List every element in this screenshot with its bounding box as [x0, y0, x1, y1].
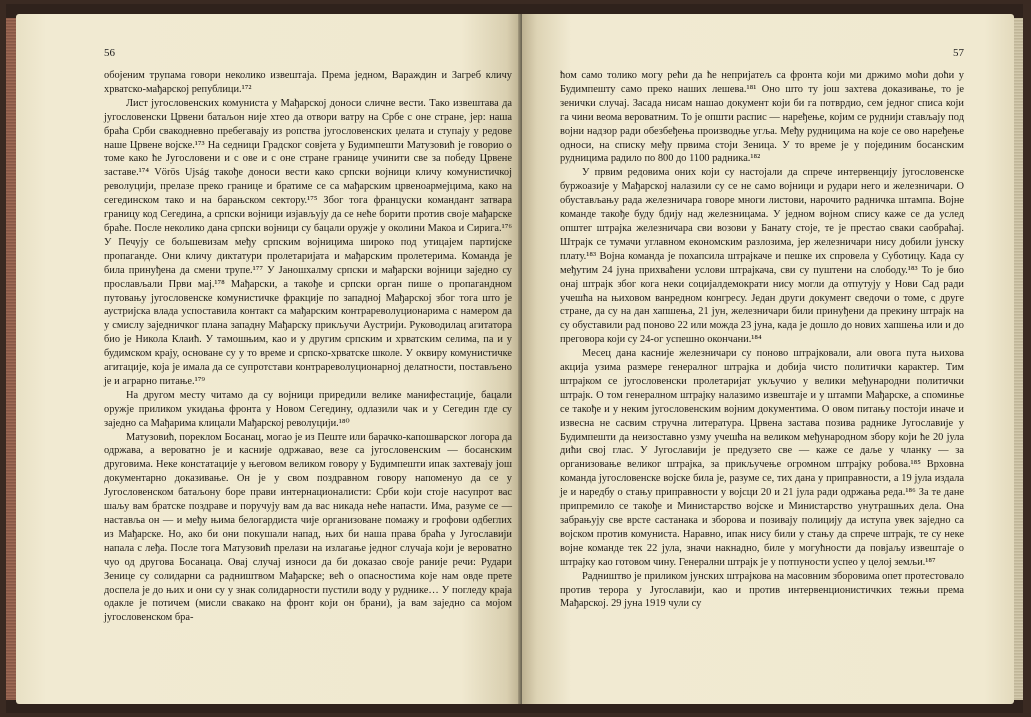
right-page — [522, 14, 1014, 704]
paragraph: На другом месту читамо да су војници приредили велике манифестације, бацали оружје приликом укидања фронта у Новом Сегедину, одлазили чак и у Сегедин где су заједно са Мађарима клицали Мађарској револуцији.¹⁸⁰ — [104, 389, 512, 429]
book-spread — [6, 4, 1023, 713]
paragraph: У првим редовима оних који су настојали да спрече интервенцију југословенске буржоазије у Мађарској налазили су се не само војници и рудари него и железничари. О обустављању рада железничара говоре многи листови, нарочито радничка штампа. Војне команде такође буду бдију над железницама. У једном војном спису каже се да услед општег штрајка железничара сви возови у Банату стоје, те је престао сваки саобраћај. Штрајк се тумачи углавном економским разлозима, јер железничари нису добили јунску плату.¹⁸³ Војна команда је похапсила штрајкаче и пешке их спровела у Суботицу. Када су међутим 24 јуна прихваћени услови штрајкача, сви су пуштени на слободу.¹⁸³ То је био онај штрајк због кога неки социјалдемократи нису могли да отпутују у Нови Сад ради учешћа на њиховом ванредном конгресу. Један други документ сведочи о томе, с друге стране, да су на дан хапшења, 21 јун, железничари били принуђени да прекину штрајк на су обуставили рад поново 22 или можда 23 јуна, када је дошло до нових хапшења или и до преговора који су 24-ог успешно окончани.¹⁸⁴ — [560, 167, 964, 346]
paragraph: Радништво је приликом јунских штрајкова на масовним зборовима опет протестовало против терора у Југославији, као и против интервенционистичких тежњи према Мађарској. 29 јуна 1919 чули су — [560, 570, 964, 610]
left-page — [16, 14, 522, 704]
paragraph: обојеним трупама говори неколико извештаја. Према једном, Вараждин и Загреб кличу хрватско-мађарској републици.¹⁷² — [104, 70, 512, 95]
right-page-text — [560, 69, 964, 611]
paragraph: Месец дана касније железничари су поново штрајковали, али овога пута њихова акција узима размере генералног штрајка и добија чисто политички карактер. Тим штрајком се југословенски пролетаријат укључио у велики међународни политички штрајк. О том генералном штрајку налазимо извештаје и у штампи Мађарске, а споминье се такође и у неким југословенским војним документима. О овом питању постоји иначе и извесна не сасвим стручна литература. Црвена застава позива раднике Југославије у Будимпешти да неизоставно узму учешћа на великом међународном збору који ће 20 јула дићи свој глас. У Југославији је предузето све — каже се даље у чланку — за организовање великог штрајка, за прикључење огромном штрајку робова.¹⁸⁵ Врховна команда југословенске војске била је, разуме се, тих дана у приправности, а 19 јула издала је и наредбу о стању приправности у војсци 20 и 21 јула ради одржања реда.¹⁸⁶ За те дане припремило се такође и Министарство војске и Министарство унутрашњих дела. Она забрањују све врсте састанака и зборова и позивају полицију да иступа увек заједно са војском против комуниста. Наравно, ипак нису били у стању да спрече штрајк, те су неке војне команде тек 22 јула, значи накнадно, биле у могућности да повјаљу извештаје о штрајку као готовом чину. Генерални штрајк је у потпуности успео у целој земљи.¹⁸⁷ — [560, 348, 964, 568]
left-page-text — [104, 69, 512, 625]
left-page-number: 56 — [104, 47, 115, 59]
paragraph: ћом само толико могу рећи да ће непријатељ са фронта који ми држимо моћи доћи у Будимпешту само преко наших лешева.¹⁸¹ Оно што ту још захтева доказивање, то је зенички случај. Засада нисам нашао документ који би га потврдио, сем једног списа који га чини веома вероватним. То је општи распис — наређење, којим се руднији стављају под војни надзор ради обезбеђења производње угља. Међу рудницима на које се ово наређење односи, на списку међу првима стоји Зеница. У то време је у појединим босанским рудницима радило по 800 до 1100 радника.¹⁸² — [560, 70, 964, 165]
paragraph: Матузовић, пореклом Босанац, могао је из Пеште или барачко-капошварског логора да одржава, а вероватно је и касније одржавао, везе са југословенским — босанским друговима. Неке констатације у његовом великом говору у Будимпешти ипак захтевају још документарно доказивање. Он је у свом поздравном говору напоменуо да се у Југословенском батаљону боре прави интернационалисти: Срби који стоје насупрот вас шаљу вам братске поздраве и поручују вам да вас никада неће напасти. Има, разуме се — наставља он — и међу њима белогардиста чије организоване помажу и грофови одбеглих из Мађарске. Но, ако би они покушали напад, њих би наша права браћа у Југославији напала с леђа. После тога Матузовић прелази на излагање једног случаја који је вероватно чуо од другова Босанаца. Овај случај износи да би доказао своје раније речи: Рудари Зенице су солидарни са радништвом Мађарске; већ о опасностима које нам овде прете доспела је до њих и они су у знак солидарности пустили воду у руднике… У погледу краја одакле је потичем (мисли свакако на фронт који он брани), ја вам заједно са мојом југословенском бра- — [104, 431, 512, 624]
left-page-edges — [6, 18, 16, 700]
paragraph: Лист југословенских комуниста у Мађарској доноси сличне вести. Тако извештава да југословенски Црвени батаљон није хтео да отвори ватру на Србе с оне стране, јер: наша браћа Срби свакодневно пребегавају из ропства југословенских џелата и ступају у редове наше Црвене војске.¹⁷³ На седници Градског совјета у Будимпешти Матузовић је говорио о томе како ће Југословени и с ове и с оне стране границе учинити све за победу Црвене заставе.¹⁷⁴ Vörös Ujság такође доноси вести како српски војници кличу комунистичкој револуцији, прелазе преко границе и братиме се са мађарским црвеноармејцима, како на сегединском тако и на барањском сектору.¹⁷⁵ Због тога француски командант затвара границу код Сегедина, а српски војници изјављују да се неће борити против своје мађарске браће. После неколико дана српски војници су бацали оружје у околини Макоа и Сирига.¹⁷⁶ У Печују се бољшевизам међу српским војницима широко под утицајем партијске пропаганде. Они кличу диктатури пролетаријата и мађарским пролетерима. Команда је била принуђена да смени трупе.¹⁷⁷ У Јаношхалму српски и мађарски војници заједно су прослављали Први мај.¹⁷⁸ Мађарски, а такође и српски орган пише о пропагандном путовању југословенске комунистичке фракције по западној Мађарској због тога што је аустријска влада успоставила контакт са мађарским контрареволуционарима с намером да у смислу заједничког плана западну Мађарску прикључи Аустрији. Руководилац агитатора био је Никола Клаић. У тамошњим, као и у другим српским и хрватским селима, па и у будимском крају, основане су у то време и српско-хрватске школе. У оквиру комунистичке агитације, која је имала да се супротстави контрареволуционарној делатности, постављено је и аграрно питање.¹⁷⁹ — [104, 97, 512, 387]
right-page-edges — [1014, 18, 1023, 700]
right-page-number: 57 — [953, 47, 964, 59]
